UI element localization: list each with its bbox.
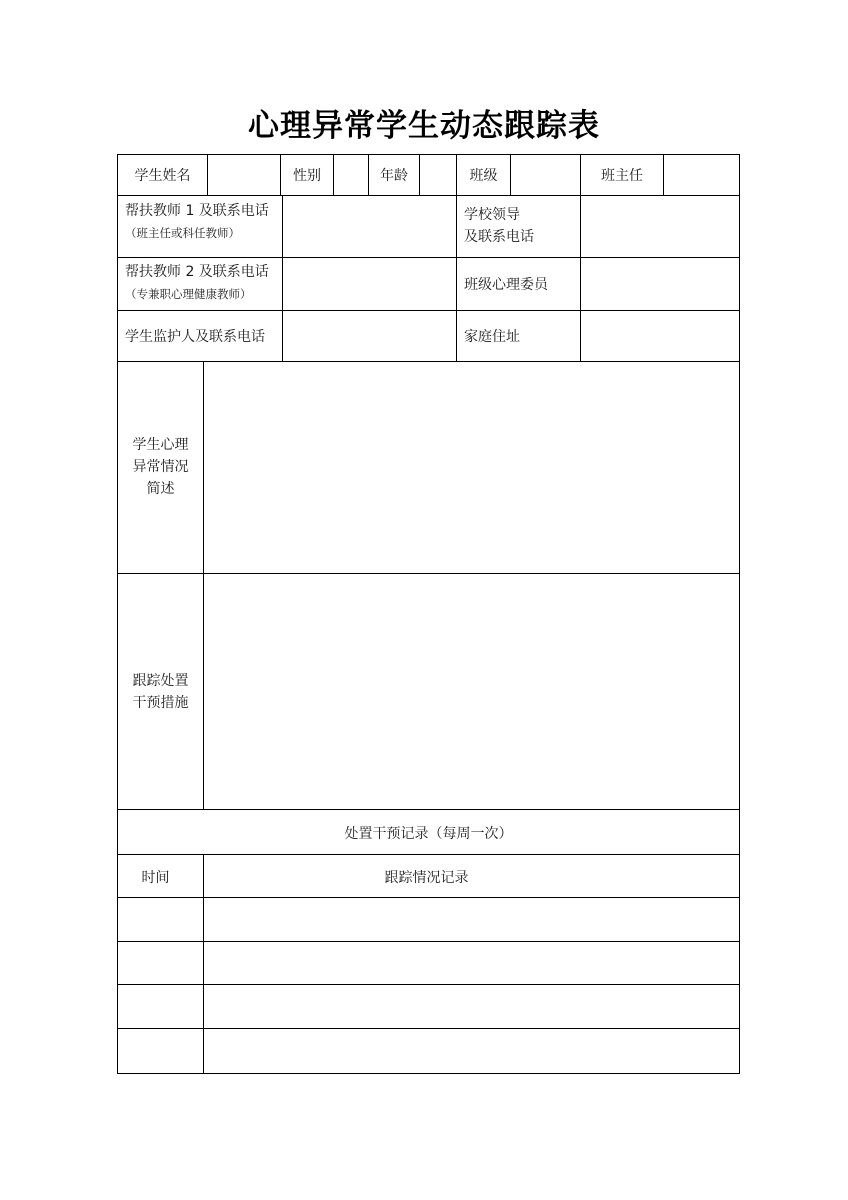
helper-teacher-2-field[interactable] <box>283 258 456 310</box>
gender-field[interactable] <box>334 155 368 195</box>
measures-line2: 干预措施 <box>132 695 189 711</box>
intervention-measures-label <box>118 670 203 714</box>
record-row-3-time[interactable] <box>118 985 203 1028</box>
record-row-2-time[interactable] <box>118 942 203 984</box>
measures-line1: 跟踪处置 <box>132 673 189 689</box>
helper-teacher-2-note: （专兼职心理健康教师） <box>125 287 252 301</box>
school-leader-label <box>464 204 534 248</box>
page-title: 心理异常学生动态跟踪表 <box>248 108 600 144</box>
abnormal-situation-field[interactable] <box>204 362 739 573</box>
record-column-header: 跟踪情况记录 <box>384 870 469 886</box>
time-column-header: 时间 <box>141 870 170 886</box>
helper-teacher-1-label <box>125 200 269 244</box>
home-address-field[interactable] <box>581 311 739 361</box>
class-psych-member-label: 班级心理委员 <box>464 277 548 293</box>
intervention-measures-field[interactable] <box>204 574 739 809</box>
student-name-field[interactable] <box>208 155 280 195</box>
head-teacher-label: 班主任 <box>601 168 643 184</box>
student-name-label: 学生姓名 <box>134 168 191 184</box>
age-label: 年龄 <box>380 168 408 184</box>
guardian-field[interactable] <box>283 311 456 361</box>
record-row-3-content[interactable] <box>204 985 739 1028</box>
records-heading: 处置干预记录（每周一次） <box>344 826 513 842</box>
abnormal-line2: 异常情况 <box>132 459 189 475</box>
record-row-2-content[interactable] <box>204 942 739 984</box>
head-teacher-field[interactable] <box>664 155 739 195</box>
record-row-4-time[interactable] <box>118 1029 203 1073</box>
abnormal-situation-label <box>118 434 203 500</box>
record-row-1-content[interactable] <box>204 898 739 941</box>
helper-teacher-2-label <box>125 261 269 305</box>
age-field[interactable] <box>420 155 456 195</box>
gender-label: 性别 <box>293 168 321 184</box>
abnormal-line1: 学生心理 <box>132 437 189 453</box>
school-leader-field[interactable] <box>581 196 739 257</box>
class-field[interactable] <box>511 155 580 195</box>
helper-teacher-1-text: 帮扶教师 1 及联系电话 <box>125 203 269 219</box>
class-psych-member-field[interactable] <box>581 258 739 310</box>
guardian-label: 学生监护人及联系电话 <box>125 329 265 345</box>
record-row-1-time[interactable] <box>118 898 203 941</box>
home-address-label: 家庭住址 <box>464 329 520 345</box>
helper-teacher-1-field[interactable] <box>283 196 456 257</box>
helper-teacher-2-text: 帮扶教师 2 及联系电话 <box>125 264 269 280</box>
record-row-4-content[interactable] <box>204 1029 739 1073</box>
abnormal-line3: 简述 <box>146 481 175 497</box>
school-leader-line1: 学校领导 <box>464 207 520 223</box>
class-label: 班级 <box>469 168 498 184</box>
helper-teacher-1-note: （班主任或科任教师） <box>125 226 240 240</box>
school-leader-line2: 及联系电话 <box>464 229 534 245</box>
